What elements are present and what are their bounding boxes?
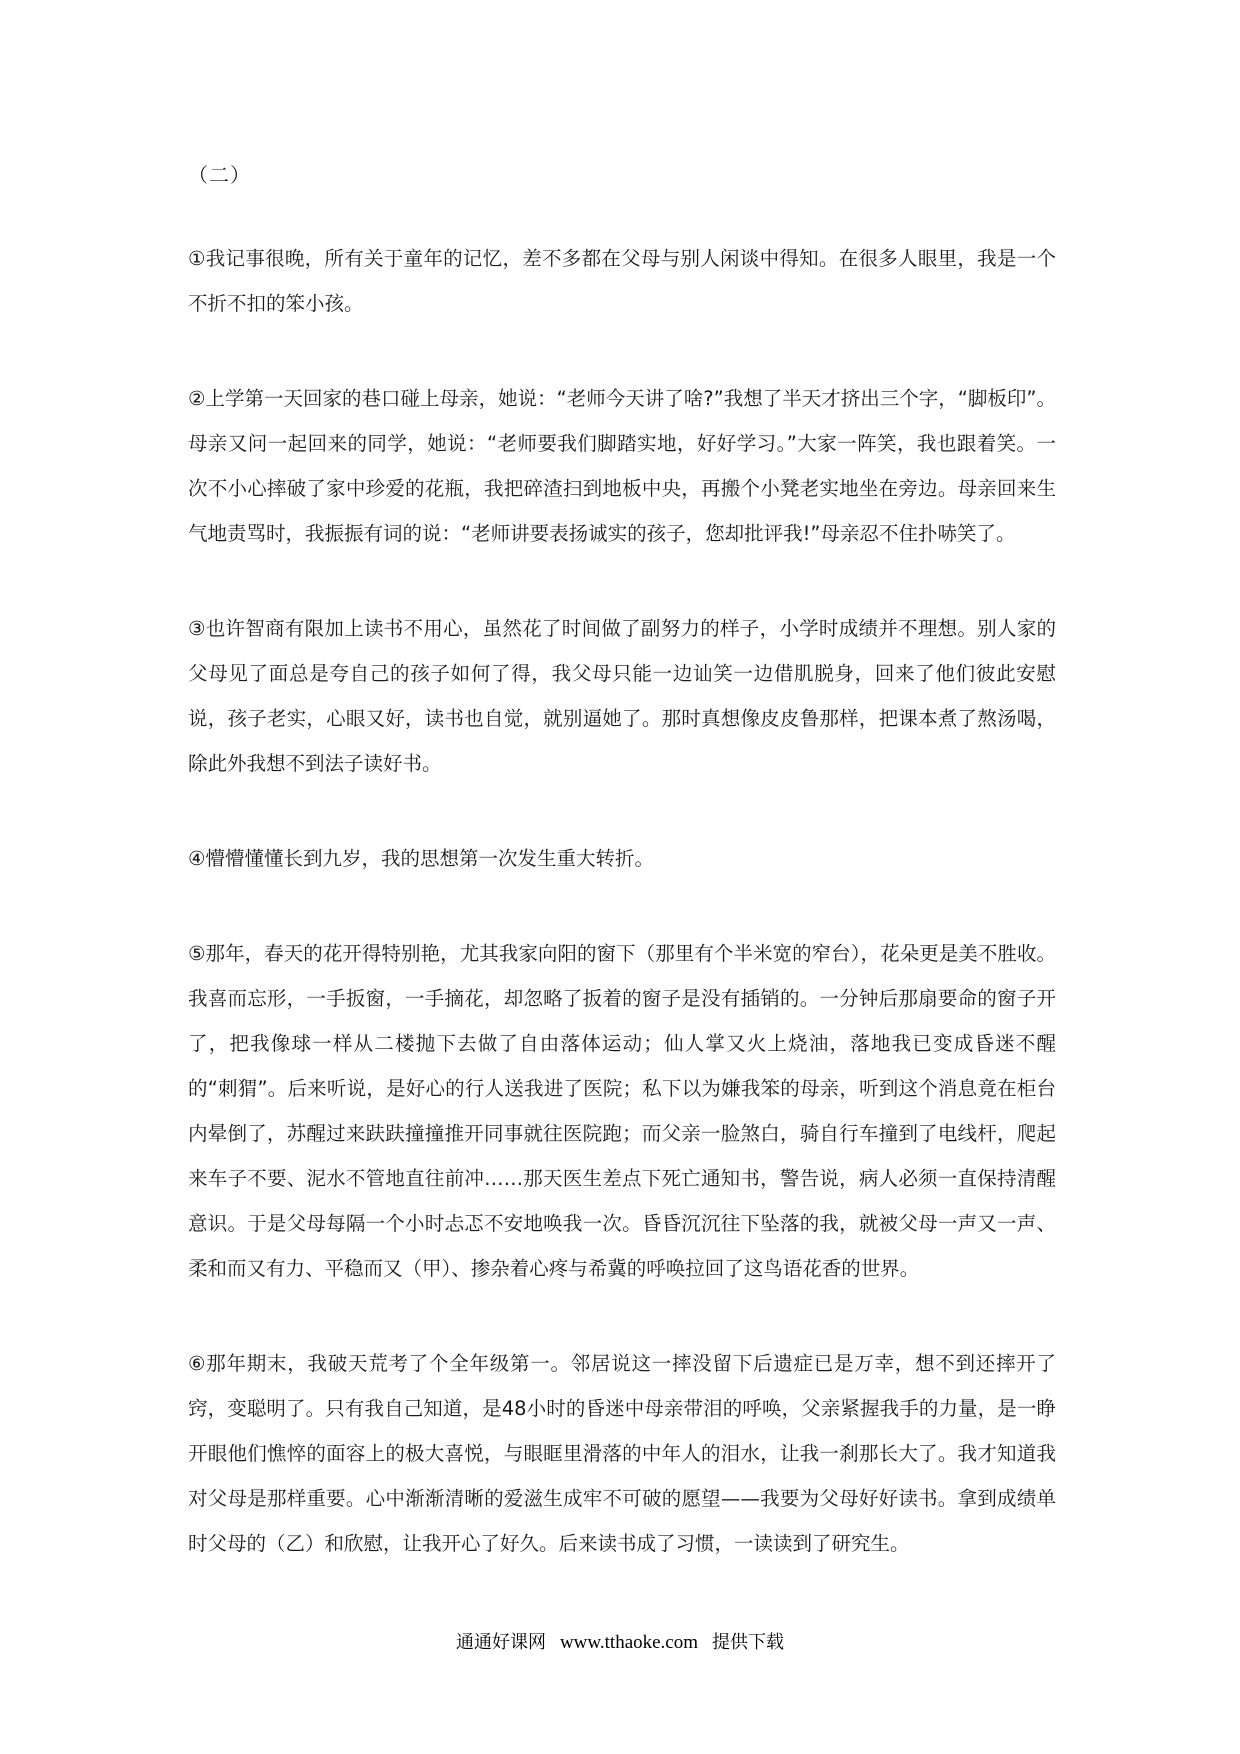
paragraph-6: ⑥那年期末，我破天荒考了个全年级第一。邻居说这一摔没留下后遗症已是万幸，想不到还摔开了窍，变聪明了。只有我自己知道，是48小时的昏迷中母亲带泪的呼唤，父亲紧握我手的力量，是一睁开眼他们憔悴的面容上的极大喜悦，与眼眶里滑落的中年人的泪水，让我一刹那长大了。我才知道我对父母是那样重要。心中渐渐清晰的爱滋生成牢不可破的愿望——我要为父母好好读书。拿到成绩单时父母的（乙）和欣慰，让我开心了好久。后来读书成了习惯，一读读到了研究生。 [188, 1352, 1056, 1555]
footer-note: 提供下载 [712, 1632, 785, 1653]
paragraph-3: ③也许智商有限加上读书不用心，虽然花了时间做了副努力的样子，小学时成绩并不理想。别人家的父母见了面总是夸自己的孩子如何了得，我父母只能一边讪笑一边借肌脱身，回来了他们彼此安慰说，孩子老实，心眼又好，读书也自觉，就别逼她了。那时真想像皮皮鲁那样，把课本煮了熬汤喝，除此外我想不到法子读好书。 [188, 617, 1056, 775]
paragraph-1: ①我记事很晚，所有关于童年的记忆，差不多都在父母与别人闲谈中得知。在很多人眼里，我是一个不折不扣的笨小孩。 [188, 247, 1056, 315]
paragraph-2: ②上学第一天回家的巷口碰上母亲，她说：“老师今天讲了啥?”我想了半天才挤出三个字，“脚板印”。母亲又问一起回来的同学，她说：“老师要我们脚踏实地，好好学习。”大家一阵笑，我也跟着笑。一次不小心摔破了家中珍爱的花瓶，我把碎渣扫到地板中央，再搬个小凳老实地坐在旁边。母亲回来生气地责骂时，我振振有词的说：“老师讲要表扬诚实的孩子，您却批评我!”母亲忍不住扑哧笑了。 [188, 387, 1056, 545]
page-footer [0, 1630, 1240, 1656]
paragraph-5: ⑤那年，春天的花开得特别艳，尤其我家向阳的窗下（那里有个半米宽的窄台），花朵更是美不胜收。我喜而忘形，一手扳窗，一手摘花，却忽略了扳着的窗子是没有插销的。一分钟后那扇要命的窗子开了，把我像球一样从二楼抛下去做了自由落体运动；仙人掌又火上烧油，落地我已变成昏迷不醒的“刺猬”。后来听说，是好心的行人送我进了医院；私下以为嫌我笨的母亲，听到这个消息竟在柜台内晕倒了，苏醒过来趺趺撞撞推开同事就往医院跑；而父亲一脸煞白，骑自行车撞到了电线杆，爬起来车子不要、泥水不管地直往前冲……那天医生差点下死亡通知书，警告说，病人必须一直保持清醒意识。于是父母每隔一个小时忐忑不安地唤我一次。昏昏沉沉往下坠落的我，就被父母一声又一声、柔和而又有力、平稳而又（甲）、掺杂着心疼与希冀的呼唤拉回了这鸟语花香的世界。 [188, 942, 1056, 1280]
article-body [188, 236, 1056, 1616]
section-heading: （二） [188, 163, 251, 187]
footer-site-link[interactable]: www.tthaoke.com [559, 1632, 699, 1653]
paragraph-4: ④懵懵懂懂长到九岁，我的思想第一次发生重大转折。 [188, 847, 654, 870]
footer-brand: 通通好课网 [455, 1632, 546, 1653]
